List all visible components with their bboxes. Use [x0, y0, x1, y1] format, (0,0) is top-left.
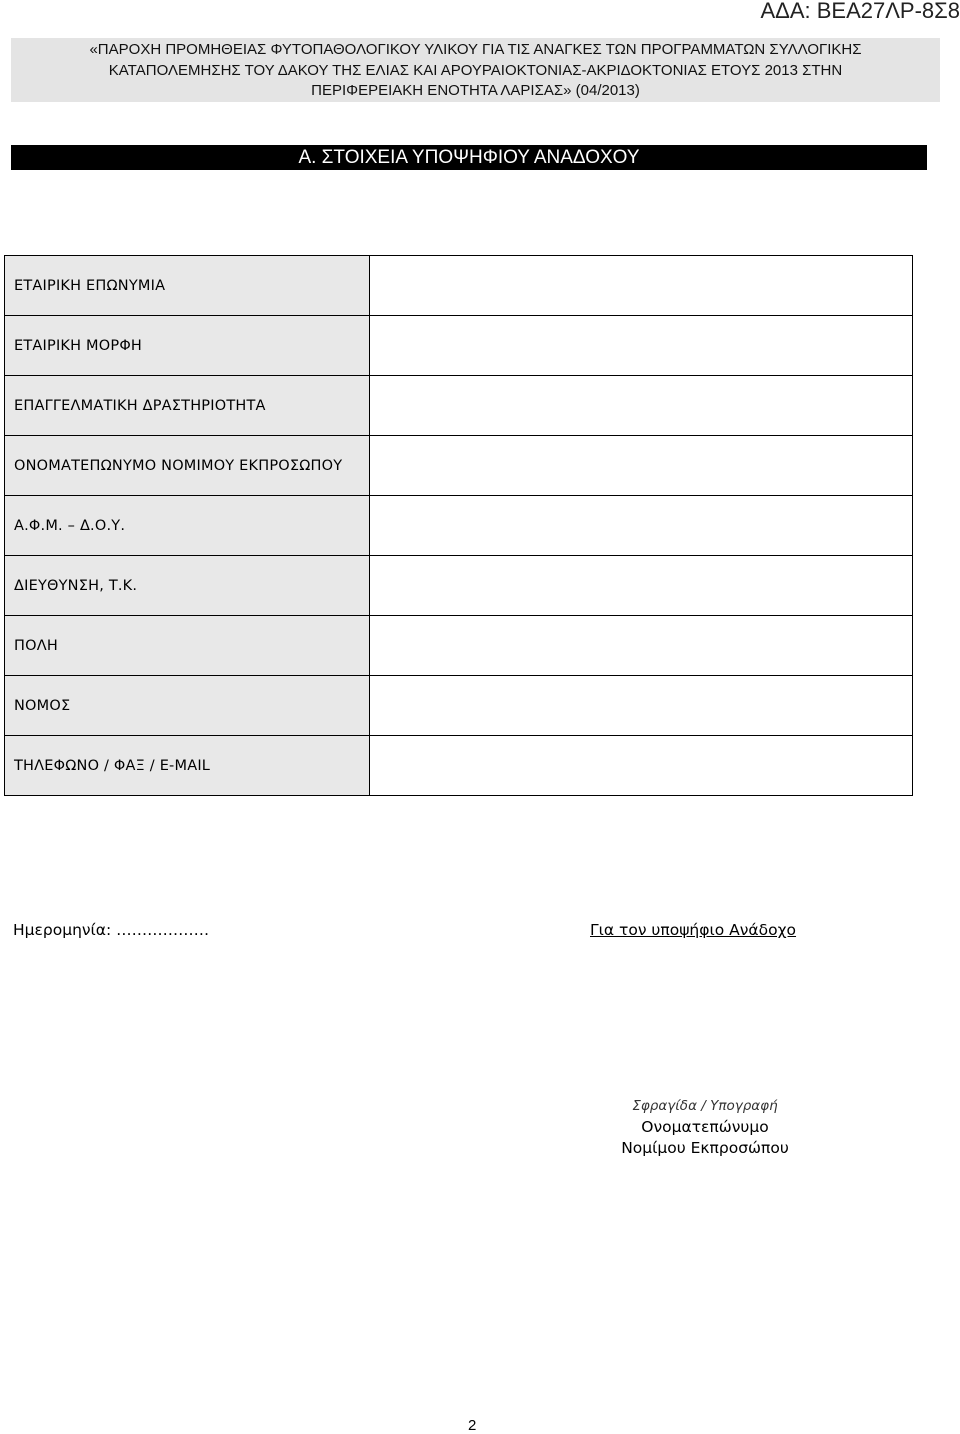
field-value-company-form[interactable]: [370, 316, 913, 376]
signature-block: [572, 1096, 838, 1159]
table-row: [5, 616, 913, 676]
table-row: [5, 436, 913, 496]
table-row: [5, 676, 913, 736]
field-label-prefecture: ΝΟΜΟΣ: [5, 676, 370, 736]
date-label: Ημερομηνία: ………………: [13, 921, 210, 939]
table-row: [5, 256, 913, 316]
field-label-city: ΠΟΛΗ: [5, 616, 370, 676]
field-value-contact[interactable]: [370, 736, 913, 796]
for-candidate-heading: Για τον υποψήφιο Ανάδοχο: [590, 921, 797, 939]
table-row: [5, 496, 913, 556]
stamp-signature-label: Σφραγίδα / Υπογραφή: [632, 1098, 778, 1114]
tender-title-line-2: ΚΑΤΑΠΟΛΕΜΗΣΗΣ ΤΟΥ ΔΑΚΟΥ ΤΗΣ ΕΛΙΑΣ ΚΑΙ ΑΡΟΥΡΑΙΟΚΤΟΝΙΑΣ-ΑΚΡΙΔΟΚΤΟΝΙΑΣ ΕΤΟΥΣ 2013 ΣΤΗΝ: [108, 61, 843, 79]
table-row: [5, 376, 913, 436]
full-name-label: Ονοματεπώνυμο: [641, 1118, 769, 1136]
legal-rep-label: Νομίμου Εκπροσώπου: [621, 1139, 789, 1157]
field-label-company-form: ΕΤΑΙΡΙΚΗ ΜΟΡΦΗ: [5, 316, 370, 376]
field-value-prefecture[interactable]: [370, 676, 913, 736]
field-value-company-name[interactable]: [370, 256, 913, 316]
table-row: [5, 736, 913, 796]
page-number: 2: [468, 1417, 477, 1434]
field-label-company-name: ΕΤΑΙΡΙΚΗ ΕΠΩΝΥΜΙΑ: [5, 256, 370, 316]
field-label-address: ΔΙΕΥΘΥΝΣΗ, Τ.Κ.: [5, 556, 370, 616]
table-row: [5, 316, 913, 376]
section-title: Α. ΣΤΟΙΧΕΙΑ ΥΠΟΨΗΦΙΟΥ ΑΝΑΔΟΧΟΥ: [11, 145, 927, 170]
field-label-legal-representative: ΟΝΟΜΑΤΕΠΩΝΥΜΟ ΝΟΜΙΜΟΥ ΕΚΠΡΟΣΩΠΟΥ: [5, 436, 370, 496]
field-label-contact: ΤΗΛΕΦΩΝΟ / ΦΑΞ / E-MAIL: [5, 736, 370, 796]
ada-code: ΑΔΑ: ΒΕΑ27ΛΡ-8Σ8: [760, 0, 960, 23]
tender-title-line-3: ΠΕΡΙΦΕΡΕΙΑΚΗ ΕΝΟΤΗΤΑ ΛΑΡΙΣΑΣ» (04/2013): [311, 82, 640, 99]
tender-title-banner: [11, 38, 940, 102]
field-label-tax-id: Α.Φ.Μ. – Δ.Ο.Υ.: [5, 496, 370, 556]
field-value-city[interactable]: [370, 616, 913, 676]
field-value-legal-representative[interactable]: [370, 436, 913, 496]
field-label-activity: ΕΠΑΓΓΕΛΜΑΤΙΚΗ ΔΡΑΣΤΗΡΙΟΤΗΤΑ: [5, 376, 370, 436]
field-value-address[interactable]: [370, 556, 913, 616]
candidate-details-table: [4, 255, 913, 796]
field-value-activity[interactable]: [370, 376, 913, 436]
field-value-tax-id[interactable]: [370, 496, 913, 556]
tender-title-line-1: «ΠΑΡΟΧΗ ΠΡΟΜΗΘΕΙΑΣ ΦΥΤΟΠΑΘΟΛΟΓΙΚΟΥ ΥΛΙΚΟΥ ΓΙΑ ΤΙΣ ΑΝΑΓΚΕΣ ΤΩΝ ΠΡΟΓΡΑΜΜΑΤΩΝ ΣΥΛΛΟΓΙΚΗΣ: [89, 41, 862, 58]
table-row: [5, 556, 913, 616]
